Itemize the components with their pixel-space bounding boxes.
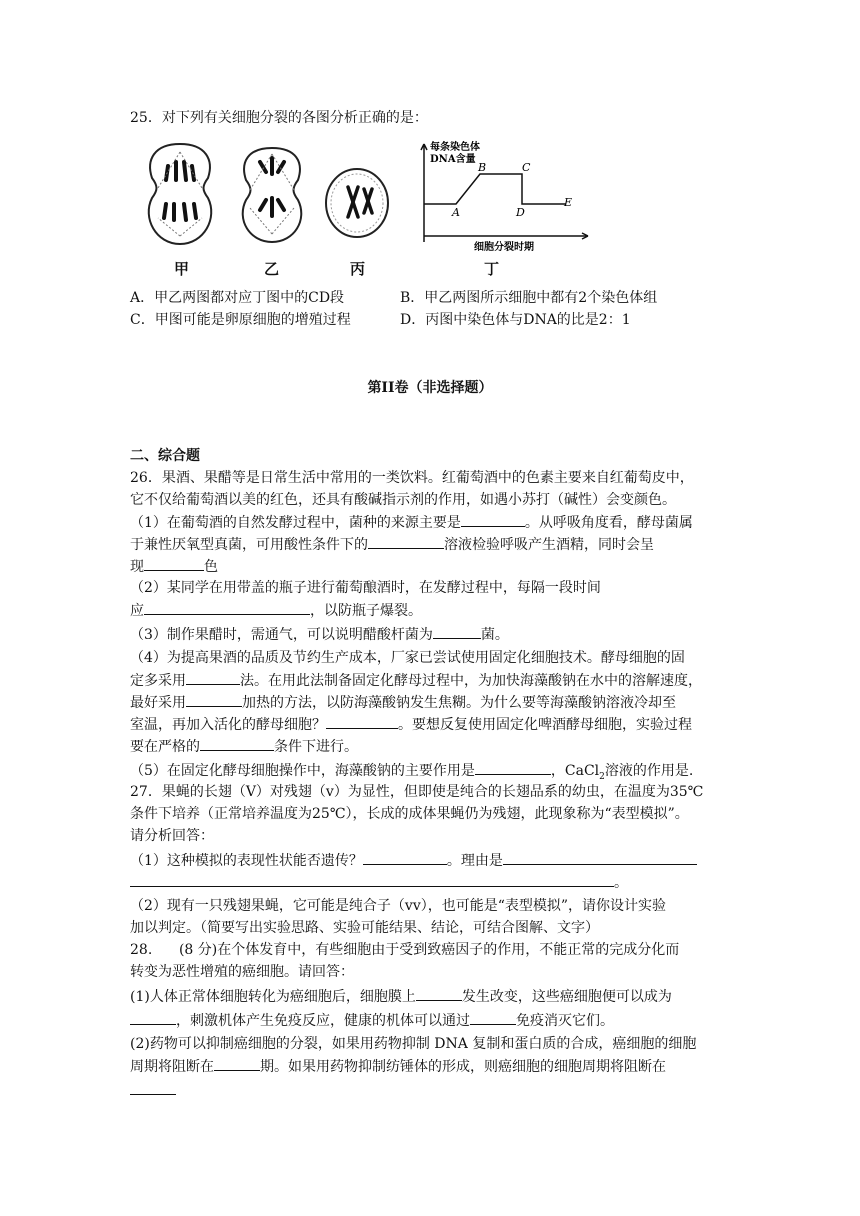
answer-blank[interactable] — [363, 850, 447, 865]
q26-line-5: 现 色 — [130, 556, 730, 577]
answer-blank[interactable] — [186, 692, 242, 707]
q27-line-2: 条件下培养（正常培养温度为25℃），长成的成体果蝇仍为残翅，此现象称为“表型模拟”。 — [130, 806, 689, 822]
q26-line-12: 室温，再加入活化的酵母细胞？ 。要想反复使用固定化啤酒酵母细胞，实验过程 — [130, 714, 730, 735]
graph-ylabel-line2: DNA含量 — [430, 154, 476, 165]
q26-line-4: 于兼性厌氧型真菌，可用酸性条件下的 溶液检验呼吸产生酒精，同时会呈 — [130, 534, 730, 555]
q27-line-4: （1）这种模拟的表现性状能否遗传？ 。理由是 — [130, 850, 730, 871]
q28-line-1: 28. (8 分)在个体发育中，有些细胞由于受到致癌因子的作用，不能正常的完成分化而 — [130, 942, 680, 958]
answer-blank[interactable] — [214, 1056, 260, 1071]
q26-line-6: （2）某同学在用带盖的瓶子进行葡萄酿酒时，在发酵过程中，每隔一段时间 — [130, 580, 601, 596]
figure-label-ding: 丁 — [484, 260, 500, 278]
answer-blank[interactable] — [433, 624, 481, 639]
q26-line-13: 要在严格的 条件下进行。 — [130, 736, 730, 757]
answer-blank[interactable] — [144, 600, 310, 615]
graph-point-b: B — [478, 161, 487, 174]
cell-figure-jia — [138, 138, 222, 250]
q26-line-7: 应 ，以防瓶子爆裂。 — [130, 600, 730, 621]
q26-line-1: 26．果酒、果醋等是日常生活中常用的一类饮料。红葡萄酒中的色素主要来自红葡萄皮中， — [130, 470, 694, 486]
graph-xlabel: 细胞分裂时期 — [474, 242, 534, 253]
q25-stem: 25．对下列有关细胞分裂的各图分析正确的是： — [130, 110, 428, 126]
q28-line-2: 转变为恶性增殖的癌细胞。请回答： — [130, 964, 354, 980]
answer-blank[interactable] — [416, 986, 462, 1001]
answer-blank[interactable] — [461, 512, 525, 527]
section-title: 二、综合题 — [130, 448, 200, 464]
q27-line-5: 。 — [130, 872, 730, 893]
answer-blank[interactable] — [475, 760, 551, 775]
q26-line-2: 它不仅给葡萄酒以美的红色，还具有酸碱指示剂的作用，如遇小苏打（碱性）会变颜色。 — [130, 492, 676, 508]
q28-line-6: 周期将阻断在 期。如果用药物抑制纺锤体的形成，则癌细胞的细胞周期将阻断在 — [130, 1056, 730, 1077]
part2-title: 第II卷（非选择题） — [367, 380, 493, 396]
q26-line-3: （1）在葡萄酒的自然发酵过程中，菌种的来源主要是 。从呼吸角度看，酵母菌属 — [130, 512, 730, 533]
q26-line-9: （4）为提高果酒的品质及节约生产成本，厂家已尝试使用固定化细胞技术。酵母细胞的固 — [130, 650, 685, 666]
graph-ylabel-line1: 每条染色体 — [430, 142, 480, 153]
q26-line-11: 最好采用 加热的方法，以防海藻酸钠发生焦糊。为什么要等海藻酸钠溶液冷却至 — [130, 692, 730, 713]
graph-point-e: E — [564, 196, 573, 209]
answer-blank[interactable] — [470, 1010, 516, 1025]
q25-option-c: C．甲图可能是卵原细胞的增殖过程 — [130, 312, 351, 328]
q27-line-3: 请分析回答： — [130, 828, 214, 844]
q27-line-7: 加以判定。（简要写出实验思路、实验可能结果、结论，可结合图解、文字） — [130, 920, 599, 936]
q25-option-a: A．甲乙两图都对应丁图中的CD段 — [130, 290, 345, 306]
answer-blank[interactable] — [144, 556, 204, 571]
q27-line-6: （2）现有一只残翅果蝇，它可能是纯合子（vv），也可能是“表型模拟”，请你设计实验 — [130, 898, 667, 914]
q26-line-14: （5）在固定化酵母细胞操作中，海藻酸钠的主要作用是 ，CaCl$_2$溶液的作用是. — [130, 760, 730, 787]
answer-blank[interactable] — [200, 736, 274, 751]
answer-blank[interactable] — [503, 850, 697, 865]
figure-label-jia: 甲 — [174, 260, 190, 278]
q27-line-1: 27．果蝇的长翅（V）对残翅（v）为显性，但即使是纯合的长翅品系的幼虫，在温度为35℃ — [130, 784, 704, 800]
dna-content-graph — [418, 138, 593, 254]
cell-figure-yi — [232, 142, 312, 248]
answer-blank[interactable] — [130, 1010, 176, 1025]
q26-line-8: （3）制作果醋时，需通气，可以说明醋酸杆菌为 菌。 — [130, 624, 730, 645]
q26-line-10: 定多采用 法。在用此法制备固定化酵母过程中，为加快海藻酸钠在水中的溶解速度， — [130, 670, 730, 691]
graph-point-d: D — [516, 206, 525, 219]
q28-line-7 — [130, 1080, 730, 1101]
q28-line-3: (1)人体正常体细胞转化为癌细胞后，细胞膜上 发生改变，这些癌细胞便可以成为 — [130, 986, 730, 1007]
q25-option-b: B．甲乙两图所示细胞中都有2个染色体组 — [400, 290, 658, 306]
cell-figure-bing — [322, 165, 392, 241]
answer-blank[interactable] — [130, 872, 614, 887]
answer-blank[interactable] — [326, 714, 398, 729]
graph-point-c: C — [522, 161, 531, 174]
figure-label-yi: 乙 — [264, 260, 280, 278]
figure-label-bing: 丙 — [350, 260, 366, 278]
q28-line-5: (2)药物可以抑制癌细胞的分裂，如果用药物抑制 DNA 复制和蛋白质的合成，癌细胞的细胞 — [130, 1036, 697, 1052]
answer-blank[interactable] — [186, 670, 240, 685]
graph-point-a: A — [452, 206, 460, 219]
q25-option-d: D．丙图中染色体与DNA的比是2：1 — [400, 312, 631, 328]
q28-line-4: ，刺激机体产生免疫反应，健康的机体可以通过 免疫消灭它们。 — [130, 1010, 730, 1031]
answer-blank[interactable] — [130, 1080, 176, 1095]
answer-blank[interactable] — [368, 534, 444, 549]
